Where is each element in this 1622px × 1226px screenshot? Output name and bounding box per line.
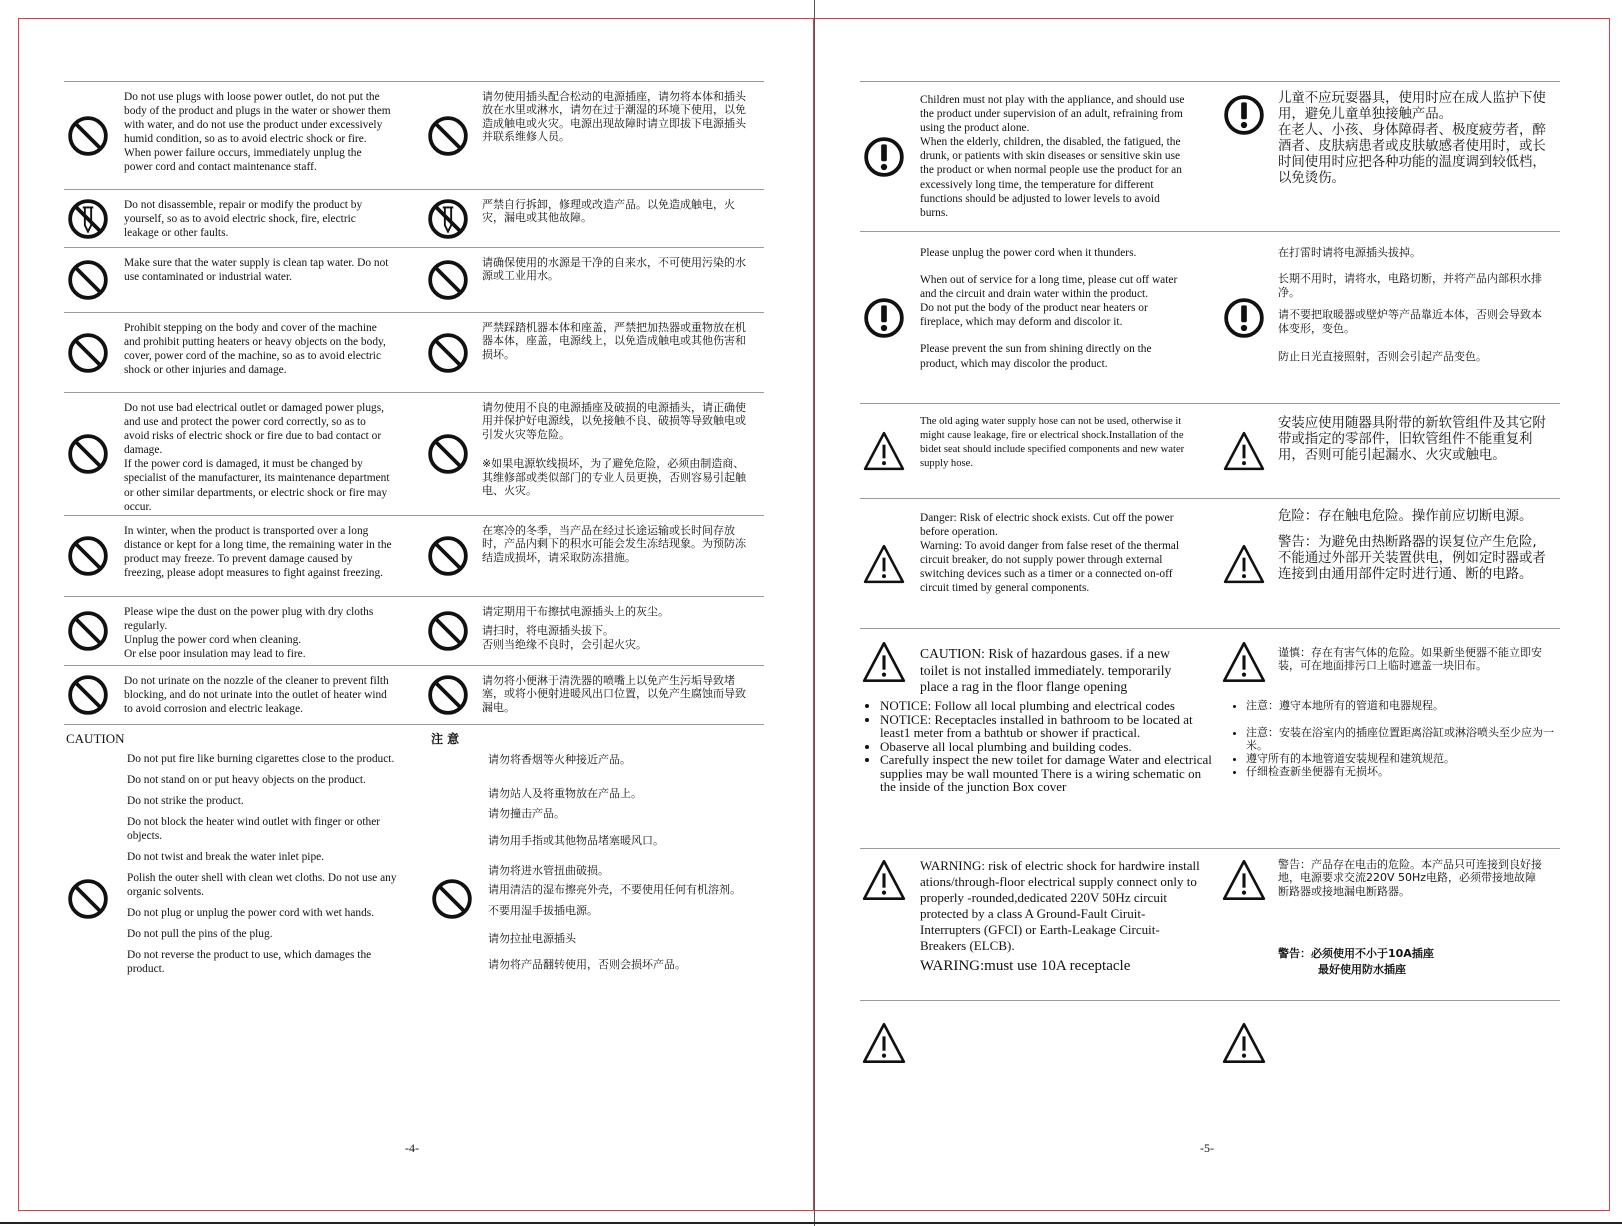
prohibition-icon bbox=[64, 433, 112, 475]
safety-text-cn: 最好使用防水插座 bbox=[1318, 962, 1406, 976]
safety-text-cn: 儿童不应玩耍器具，使用时应在成人监护下使用，避免儿童单独接触产品。 bbox=[1278, 91, 1546, 122]
safety-text-cn: 请确保使用的水源是干净的自来水，不可使用污染的水源或工业用水。 bbox=[482, 256, 746, 283]
caution-item: Do not strike the product. bbox=[127, 795, 244, 807]
page-fold-line bbox=[814, 0, 815, 1226]
safety-text-en: Make sure that the water supply is clean tap water. Do not use contaminated or industrial water. bbox=[124, 257, 389, 284]
safety-text-en: Do not put the body of the product near heaters or fireplace, which may deform and discolor it. bbox=[920, 302, 1148, 329]
safety-text-en: If the power cord is damaged, it must be changed by specialist of the manufacturer, its maintenance department or other similar departments, or electric shock or fire may occur. bbox=[124, 458, 390, 513]
warning-icon bbox=[1220, 543, 1268, 585]
safety-text-cn: ※如果电源软线损坏，为了避免危险，必须由制造商、其维修部或类似部门的专业人员更换，否则容易引起触电、火灾。 bbox=[482, 457, 746, 498]
caution-item: 请勿撞击产品。 bbox=[488, 806, 565, 820]
safety-row bbox=[64, 247, 764, 312]
safety-text-en: When the elderly, children, the disabled, the fatigued, the drunk, or patients with skin diseases or sensitive skin use the product or when normal people use the product for an excessively long time, the temperature for different functions should be adjusted to lower levels to avoid burns. bbox=[920, 136, 1182, 219]
prohibition-icon bbox=[64, 535, 112, 577]
no-disassemble-icon bbox=[424, 198, 472, 240]
warning-icon bbox=[860, 858, 908, 902]
caution-heading-cn: 注 意 bbox=[431, 732, 460, 746]
safety-text-en: Do not urinate on the nozzle of the cleaner to prevent filth blocking, and do not urinate into the outlet of heater wind to avoid corrosion and electric leakage. bbox=[124, 675, 389, 716]
safety-row bbox=[860, 498, 1560, 628]
prohibition-icon bbox=[424, 610, 472, 652]
safety-text-en: CAUTION: Risk of hazardous gases. if a new toilet is not installed immediately. temporarily place a rag in the floor flange opening bbox=[920, 646, 1172, 694]
caution-item: Do not pull the pins of the plug. bbox=[127, 928, 273, 940]
safety-text-en: In winter, when the product is transported over a long distance or kept for a long time, the remaining water in the product may freeze. To prevent damage caused by freezing, please adopt measures to fight against freezing. bbox=[124, 525, 392, 580]
safety-text-cn: 在寒冷的冬季，当产品在经过长途运输或长时间存放时，产品内剩下的积水可能会发生冻结现象。为预防冻结造成损坏，请采取防冻措施。 bbox=[482, 524, 746, 564]
safety-row bbox=[64, 392, 764, 515]
caution-list-cn bbox=[488, 753, 758, 979]
notice-item: • NOTICE: Follow all local plumbing and electrical codes bbox=[880, 699, 1220, 713]
safety-text-en: When out of service for a long time, please cut off water and the circuit and drain water within the product. bbox=[920, 274, 1178, 301]
warning-icon bbox=[860, 543, 908, 585]
safety-text-en: Prohibit stepping on the body and cover of the machine and prohibit putting heaters or heavy objects on the body, cover, power cord of the machine, so as to avoid electric shock or other injuries and damage. bbox=[124, 322, 386, 377]
safety-row bbox=[64, 596, 764, 665]
safety-text-cn: 请勿使用不良的电源插座及破损的电源插头，请正确使用并保护好电源线，以免接触不良、破损等导致触电或引发火灾等危险。 bbox=[482, 401, 746, 441]
exclamation-icon bbox=[1220, 297, 1268, 339]
safety-text-en: Children must not play with the appliance, and should use the product under supervision of an adult, refraining from using the product alone. bbox=[920, 94, 1185, 135]
safety-text-en: Please prevent the sun from shining directly on the product, which may discolor the product. bbox=[920, 343, 1152, 370]
safety-row bbox=[860, 403, 1560, 498]
notice-item: • NOTICE: Receptacles installed in bathroom to be located at least1 meter from a bathtub or shower if practical. bbox=[880, 713, 1220, 740]
safety-row bbox=[860, 231, 1560, 403]
safety-text-en: Please wipe the dust on the power plug with dry cloths regularly. bbox=[124, 606, 374, 633]
caution-item: 请用清洁的湿布擦亮外壳，不要使用任何有机溶剂。 bbox=[488, 883, 741, 897]
caution-item: Do not block the heater wind outlet with finger or other objects. bbox=[127, 816, 381, 842]
caution-item: Do not twist and break the water inlet pipe. bbox=[127, 851, 325, 863]
safety-text-cn: 警告：为避免由热断路器的误复位产生危险,不能通过外部开关装置供电，例如定时器或者连接到由通用部件定时进行通、断的电路。 bbox=[1278, 535, 1546, 582]
caution-item: 请勿将香烟等火种接近产品。 bbox=[488, 753, 631, 766]
safety-text-cn: 请勿使用插头配合松动的电源插座，请勿将本体和插头放在水里或淋水，请勿在过于潮湿的环境下使用，以免造成触电或火灾。电源出现故障时请立即拔下电源插头并联系维修人员。 bbox=[482, 90, 746, 144]
safety-text-cn: 警告：产品存在电击的危险。本产品只可连接到良好接地，电源要求交流220V 50Hz电路，必须带接地故障断路器或接地漏电断路器。 bbox=[1278, 858, 1542, 898]
notice-item: • 注意：安装在浴室内的插座位置距离浴缸或淋浴喷头至少应为一米。 bbox=[1246, 726, 1560, 752]
prohibition-icon bbox=[64, 115, 112, 157]
prohibition-icon bbox=[64, 674, 112, 716]
safety-text-en: WARNING: risk of electric shock for hardwire install ations/through-floor electrical supply connect only to properly -rounded,dedicated 220V 50Hz circuit protected by a class A Ground-Fault Ciruit-Interrupters (GFCI) or Earth-Leakage Circuit-Breakers (ELCB). bbox=[920, 858, 1200, 953]
caution-item: 不要用湿手拔插电源。 bbox=[488, 904, 598, 918]
prohibition-icon bbox=[431, 878, 473, 925]
prohibition-icon bbox=[64, 259, 112, 301]
safety-text-cn: 严禁踩踏机器本体和座盖，严禁把加热器或重物放在机器本体，座盖，电源线上，以免造成触电或其他伤害和损坏。 bbox=[482, 321, 746, 361]
warning-icon bbox=[1220, 858, 1268, 902]
safety-text-en: Warning: To avoid danger from false reset of the thermal circuit breaker, do not supply power through external switching devices such as a timer or a connected on-off circuit timed by general components. bbox=[920, 540, 1180, 595]
safety-text-en: Unplug the power cord when cleaning. bbox=[124, 634, 302, 647]
notice-item: • 仔细检查新坐便器有无损坏。 bbox=[1246, 765, 1560, 778]
caution-item: 请勿拉扯电源插头 bbox=[488, 931, 576, 945]
caution-item: 请勿将进水管扭曲破损。 bbox=[488, 863, 609, 877]
prohibition-icon bbox=[424, 433, 472, 475]
safety-text-cn: 长期不用时，请将水，电路切断，并将产品内部积水排净。 bbox=[1278, 272, 1542, 299]
safety-row bbox=[860, 628, 1560, 848]
safety-row bbox=[64, 665, 764, 725]
safety-row bbox=[64, 189, 764, 247]
page-number: -5- bbox=[1200, 1141, 1214, 1155]
notice-list-en bbox=[860, 699, 1220, 794]
safety-text-cn: 危险：存在触电危险。操作前应切断电源。 bbox=[1278, 509, 1533, 524]
warning-icon bbox=[860, 640, 908, 684]
caution-item: Do not stand on or put heavy objects on the product. bbox=[127, 774, 366, 786]
safety-row bbox=[860, 81, 1560, 231]
warning-icon bbox=[860, 430, 908, 472]
safety-text-en: Or else poor insulation may lead to fire. bbox=[124, 648, 306, 661]
notice-item: • 注意：遵守本地所有的管道和电器规程。 bbox=[1246, 699, 1560, 712]
safety-text-en: WARING:must use 10A receptacle bbox=[920, 958, 1131, 974]
exclamation-icon bbox=[860, 136, 908, 178]
safety-text-cn: 严禁自行拆卸，修理或改造产品。以免造成触电，火灾，漏电或其他故障。 bbox=[482, 198, 735, 225]
prohibition-icon bbox=[67, 878, 109, 925]
safety-text-cn: 请扫时，将电源插头拔下。 bbox=[482, 624, 614, 638]
caution-item: 请勿将产品翻转使用，否则会损坏产品。 bbox=[488, 958, 686, 972]
caution-heading: CAUTION bbox=[66, 731, 125, 746]
warning-icon bbox=[860, 1021, 908, 1065]
safety-row bbox=[860, 1000, 1560, 1070]
bottom-rule bbox=[0, 1222, 1622, 1224]
safety-text-cn: 安装应使用随器具附带的新软管组件及其它附带或指定的零部件，旧软管组件不能重复利用，否则可能引起漏水、火灾或触电。 bbox=[1278, 416, 1546, 463]
safety-text-en: Please unplug the power cord when it thunders. bbox=[920, 247, 1137, 259]
safety-text-en: Do not use bad electrical outlet or damaged power plugs, and use and protect the power cord correctly, so as to avoid risks of electric shock or fire due to bad contact or damage. bbox=[124, 402, 385, 457]
safety-row bbox=[64, 515, 764, 596]
notice-item: • 遵守所有的本地管道安装规程和建筑规范。 bbox=[1246, 752, 1560, 765]
warning-icon bbox=[1220, 1021, 1268, 1065]
prohibition-icon bbox=[424, 674, 472, 716]
page-number: -4- bbox=[405, 1141, 419, 1155]
caution-item: Do not put fire like burning cigarettes close to the product. bbox=[127, 753, 395, 765]
caution-item: 请勿站人及将重物放在产品上。 bbox=[488, 787, 642, 801]
caution-item: Do not reverse the product to use, which damages the product. bbox=[127, 949, 372, 975]
prohibition-icon bbox=[424, 535, 472, 577]
caution-list-en bbox=[127, 752, 397, 983]
safety-text-cn: 警告：必须使用不小于10A插座 bbox=[1278, 947, 1434, 961]
safety-text-en: Danger: Risk of electric shock exists. Cut off the power before operation. bbox=[920, 512, 1174, 539]
safety-text-cn: 在老人、小孩、身体障碍者、极度疲劳者，醉酒者、皮肤病患者或皮肤敏感者使用时，或长时间使用时应把各种功能的温度调到较低档，以免烫伤。 bbox=[1278, 123, 1546, 186]
prohibition-icon bbox=[424, 332, 472, 374]
notice-item: • Obaserve all local plumbing and building codes. bbox=[880, 740, 1220, 754]
safety-text-cn: 请不要把取暖器或壁炉等产品靠近本体，否则会导致本体变形，变色。 bbox=[1278, 308, 1542, 335]
safety-row bbox=[64, 81, 764, 189]
warning-icon bbox=[1220, 430, 1268, 472]
prohibition-icon bbox=[424, 259, 472, 301]
safety-text-en: Do not use plugs with loose power outlet, do not put the body of the product and plugs in the water or shower them with water, and do not use the product under excessively humid condition, so as to avoid electric shock or fire. When power failure occurs, immediately unplug the power cord and contact maintenance staff. bbox=[124, 91, 391, 174]
safety-text-cn: 请勿将小便淋于清洗器的喷嘴上以免产生污垢导致堵塞，或将小便射进暖风出口位置，以免产生腐蚀而导致漏电。 bbox=[482, 674, 746, 714]
safety-text-en: Do not disassemble, repair or modify the product by yourself, so as to avoid electric shock, fire, electric leakage or other faults. bbox=[124, 199, 363, 240]
prohibition-icon bbox=[424, 115, 472, 157]
prohibition-icon bbox=[64, 610, 112, 652]
safety-text-en: The old aging water supply hose can not be used, otherwise it might cause leakage, fire or electrical shock.Installation of the bidet seat should include specified components and new water supply hose. bbox=[920, 416, 1185, 469]
prohibition-icon bbox=[64, 332, 112, 374]
notice-list-cn bbox=[1220, 699, 1560, 778]
safety-text-cn: 防止日光直接照射，否则会引起产品变色。 bbox=[1278, 350, 1487, 364]
safety-text-cn: 否则当绝缘不良时，会引起火灾。 bbox=[482, 637, 647, 651]
notice-item: • Carefully inspect the new toilet for damage Water and electrical supplies may be wall mounted There is a wiring schematic on the inside of the junction Box cover bbox=[880, 753, 1220, 794]
safety-row bbox=[860, 848, 1560, 1000]
no-disassemble-icon bbox=[64, 198, 112, 240]
caution-item: 请勿用手指或其他物品堵塞暖风口。 bbox=[488, 834, 664, 848]
safety-text-cn: 谨慎：存在有害气体的危险。如果新坐便器不能立即安装，可在地面排污口上临时遮盖一块旧布。 bbox=[1278, 646, 1542, 673]
safety-row bbox=[64, 312, 764, 392]
caution-item: Polish the outer shell with clean wet cloths. Do not use any organic solvents. bbox=[127, 872, 397, 898]
exclamation-icon bbox=[1220, 94, 1268, 136]
caution-item: Do not plug or unplug the power cord with wet hands. bbox=[127, 907, 375, 919]
warning-icon bbox=[1220, 640, 1268, 684]
exclamation-icon bbox=[860, 297, 908, 339]
safety-text-cn: 在打雷时请将电源插头拔掉。 bbox=[1278, 246, 1421, 259]
safety-text-cn: 请定期用干布擦拭电源插头上的灰尘。 bbox=[482, 605, 669, 618]
